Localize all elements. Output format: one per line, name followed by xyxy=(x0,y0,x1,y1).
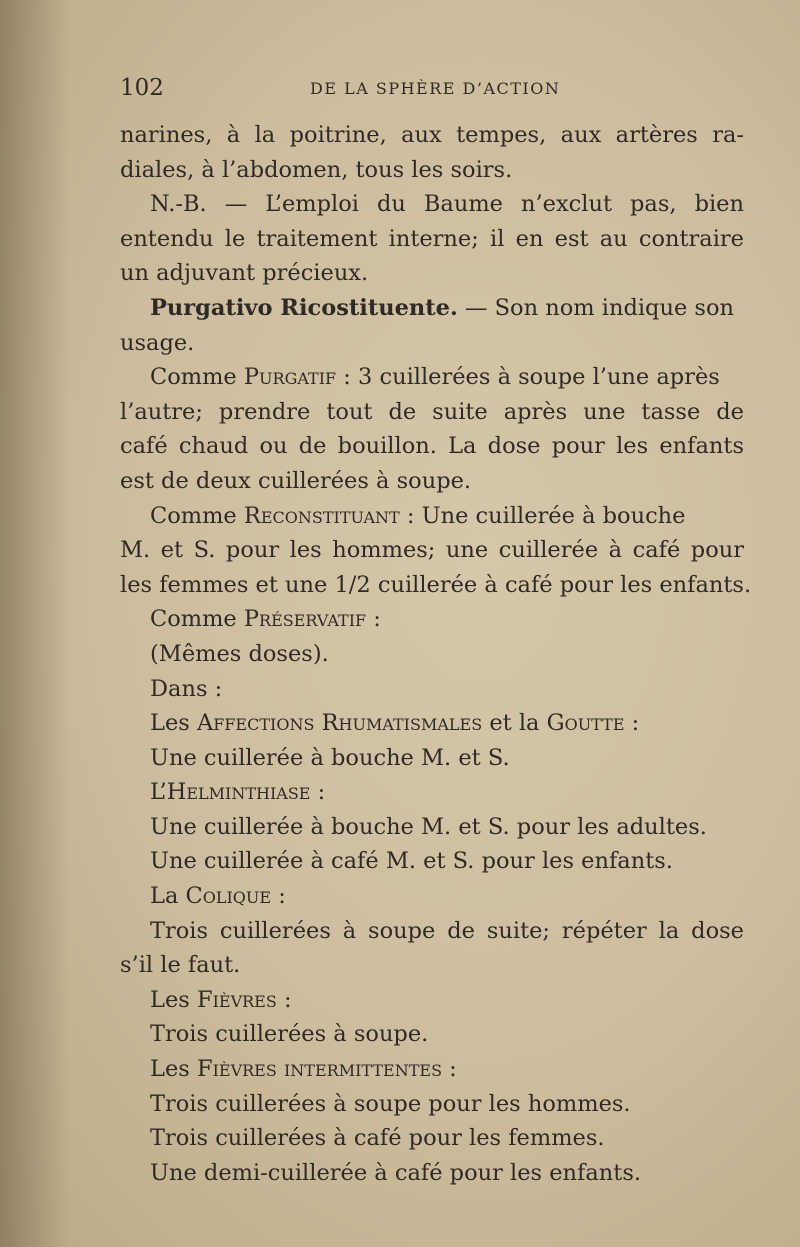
section-term: Helminthiase xyxy=(166,779,311,806)
text-line: un adjuvant précieux. xyxy=(120,260,369,287)
body-text xyxy=(120,118,752,1190)
text-line: les femmes et une 1/2 cuillerée à café pour les enfants. xyxy=(120,571,752,598)
text-line: Trois cuillerées à soupe de suite; répéter la dose xyxy=(150,917,744,944)
section-term: Fièvres xyxy=(196,986,277,1013)
text-line: Une cuillerée à café M. et S. pour les enfants. xyxy=(150,848,673,875)
text-line: Purgativo Ricostituente. — Son nom indique son xyxy=(150,294,734,321)
text-line: café chaud ou de bouillon. La dose pour les enfants xyxy=(120,433,744,460)
text-line: N.-B. — L’emploi du Baume n’exclut pas, bien xyxy=(150,191,744,218)
section-term: Fièvres intermittentes xyxy=(196,1056,443,1083)
text-line: La Colique : xyxy=(150,883,286,910)
running-head xyxy=(120,75,760,105)
text-line: Une cuillerée à bouche M. et S. xyxy=(150,744,510,771)
text-line: Les Fièvres intermittentes : xyxy=(150,1056,457,1083)
text-line: Comme Purgatif : 3 cuillerées à soupe l’une après xyxy=(150,364,720,391)
text-line: M. et S. pour les hommes; une cuillerée à café pour xyxy=(120,537,744,564)
text-line: Trois cuillerées à soupe. xyxy=(150,1021,429,1048)
text-line: entendu le traitement interne; il en est au contraire xyxy=(120,225,744,252)
product-name: Purgativo Ricostituente. xyxy=(150,294,458,321)
text-line: Dans : xyxy=(150,675,223,702)
text-line: diales, à l’abdomen, tous les soirs. xyxy=(120,156,513,183)
text-line: Trois cuillerées à café pour les femmes. xyxy=(150,1125,605,1152)
section-term: Goutte xyxy=(546,710,625,737)
section-term: Affections Rhumatismales xyxy=(196,710,483,737)
text-line: Les Affections Rhumatismales et la Goutte : xyxy=(150,710,640,737)
text-line: est de deux cuillerées à soupe. xyxy=(120,467,472,494)
section-term: Purgatif xyxy=(243,364,337,391)
text-line: s’il le faut. xyxy=(120,952,241,979)
text-line: Les Fièvres : xyxy=(150,986,292,1013)
text-line: l’autre; prendre tout de suite après une tasse de xyxy=(120,398,744,425)
text-line: Comme Reconstituant : Une cuillerée à bouche xyxy=(150,502,686,529)
text-line: usage. xyxy=(120,329,195,356)
page-number: 102 xyxy=(120,75,164,101)
text-line: L’Helminthiase : xyxy=(150,779,326,806)
section-term: Reconstituant xyxy=(243,502,400,529)
text-line: Comme Préservatif : xyxy=(150,606,381,633)
running-title: DE LA SPHÈRE D’ACTION xyxy=(310,79,561,98)
section-term: Préservatif xyxy=(243,606,367,633)
page-edge-shadow xyxy=(0,0,70,1247)
section-term: Colique xyxy=(185,883,272,910)
text-line: narines, à la poitrine, aux tempes, aux artères ra- xyxy=(120,122,744,148)
text-line: Une cuillerée à bouche M. et S. pour les adultes. xyxy=(150,813,707,840)
text-line: Une demi-cuillerée à café pour les enfants. xyxy=(150,1159,642,1186)
text-line: (Mêmes doses). xyxy=(150,640,329,667)
text-line: Trois cuillerées à soupe pour les hommes. xyxy=(150,1090,631,1117)
